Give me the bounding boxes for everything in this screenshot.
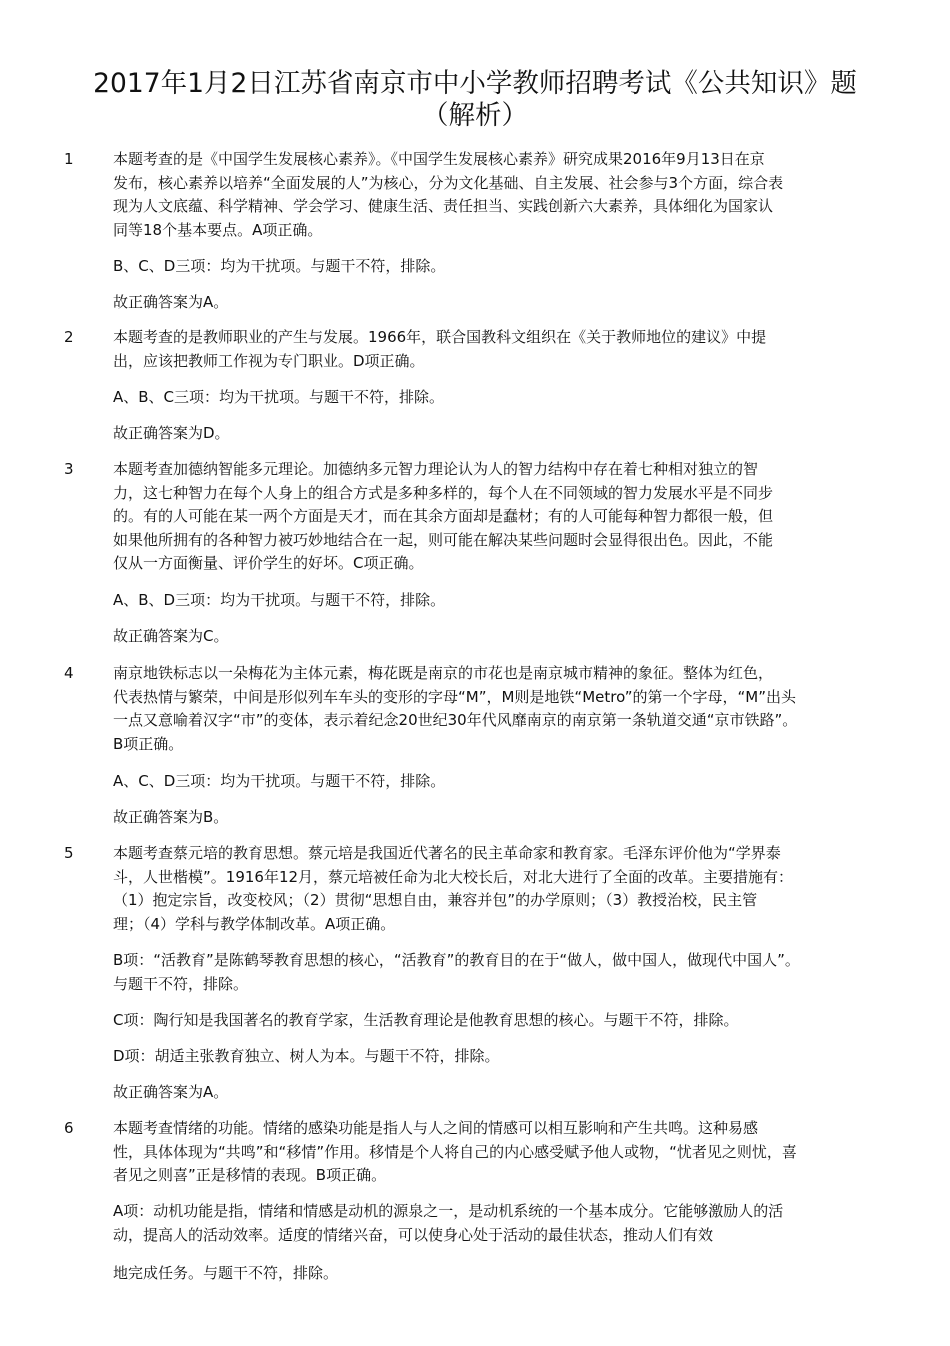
- distractor-note: B、C、D三项：均为干扰项。与题干不符，排除。: [113, 257, 446, 275]
- question-number: 5: [64, 844, 74, 862]
- answer-line: 故正确答案为D。: [113, 424, 230, 442]
- question-explanation: 本题考查的是教师职业的产生与发展。1966年，联合国教科文组织在《关于教师地位的建议》中提 出，应该把教师工作视为专门职业。D项正确。: [113, 328, 767, 370]
- question-explanation: 本题考查的是《中国学生发展核心素养》。《中国学生发展核心素养》研究成果2016年9月13日在京 发布，核心素养以培养“全面发展的人”为核心，分为文化基础、自主发展、社会参与3个方面，综合表 现为人文底蕴、科学精神、学会学习、健康生活、责任担当、实践创新六大素养，具体细化为国家认 同等18个基本要点。A项正确。: [113, 150, 784, 239]
- question-number: 4: [64, 664, 74, 682]
- option-a-note: A项：动机功能是指，情绪和情感是动机的源泉之一，是动机系统的一个基本成分。它能够激励人的活 动，提高人的活动效率。适度的情绪兴奋，可以使身心处于活动的最佳状态，推动人们有效: [113, 1202, 784, 1244]
- answer-line: 故正确答案为B。: [113, 808, 229, 826]
- distractor-note: A、B、C三项：均为干扰项。与题干不符，排除。: [113, 388, 445, 406]
- answer-line: 故正确答案为A。: [113, 1083, 229, 1101]
- question-explanation: 本题考查蔡元培的教育思想。蔡元培是我国近代著名的民主革命家和教育家。毛泽东评价他为“学界泰 斗，人世楷模”。1916年12月，蔡元培被任命为北大校长后，对北大进行了全面的改革。主要措施有： （1）抱定宗旨，改变校风；（2）贯彻“思想自由，兼容并包”的办学原则；（3）教授治校，民主管 理；（4）学科与教学体制改革。A项正确。: [113, 844, 794, 933]
- question-number: 1: [64, 150, 74, 168]
- option-c-note: C项：陶行知是我国著名的教育学家，生活教育理论是他教育思想的核心。与题干不符，排除。: [113, 1011, 739, 1029]
- distractor-note: A、C、D三项：均为干扰项。与题干不符，排除。: [113, 772, 446, 790]
- option-b-note: B项：“活教育”是陈鹤琴教育思想的核心，“活教育”的教育目的在于“做人，做中国人，做现代中国人”。 与题干不符，排除。: [113, 951, 800, 993]
- question-number: 6: [64, 1119, 74, 1137]
- answer-line: 故正确答案为A。: [113, 293, 229, 311]
- document-title: 2017年1月2日江苏省南京市中小学教师招聘考试《公共知识》题 （解析）: [93, 68, 857, 131]
- distractor-note: A、B、D三项：均为干扰项。与题干不符，排除。: [113, 591, 446, 609]
- question-explanation: 本题考查加德纳智能多元理论。加德纳多元智力理论认为人的智力结构中存在着七种相对独立的智 力，这七种智力在每个人身上的组合方式是多种多样的，每个人在不同领域的智力发展水平是不同步 的。有的人可能在某一两个方面是天才，而在其余方面却是蠢材；有的人可能每种智力都很一般，但 如果他所拥有的各种智力被巧妙地结合在一起，则可能在解决某些问题时会显得很出色。因此，不能 仅从一方面衡量、评价学生的好坏。C项正确。: [113, 460, 774, 572]
- option-a-note-continued: 地完成任务。与题干不符，排除。: [113, 1264, 339, 1282]
- question-number: 2: [64, 328, 74, 346]
- option-d-note: D项：胡适主张教育独立、树人为本。与题干不符，排除。: [113, 1047, 500, 1065]
- question-explanation: 本题考查情绪的功能。情绪的感染功能是指人与人之间的情感可以相互影响和产生共鸣。这种易感 性，具体体现为“共鸣”和“移情”作用。移情是个人将自己的内心感受赋予他人或物，“忧者见之则忧，喜 者见之则喜”正是移情的表现。B项正确。: [113, 1119, 797, 1184]
- question-number: 3: [64, 460, 74, 478]
- answer-line: 故正确答案为C。: [113, 627, 229, 645]
- question-explanation: 南京地铁标志以一朵梅花为主体元素，梅花既是南京的市花也是南京城市精神的象征。整体为红色， 代表热情与繁荣，中间是形似列车车头的变形的字母“M”，M则是地铁“Metro”的第一个字母，“M”出头 一点又意喻着汉字“市”的变体，表示着纪念20世纪30年代风靡南京的南京第一条轨道交通“京市铁路”。 B项正确。: [113, 664, 798, 753]
